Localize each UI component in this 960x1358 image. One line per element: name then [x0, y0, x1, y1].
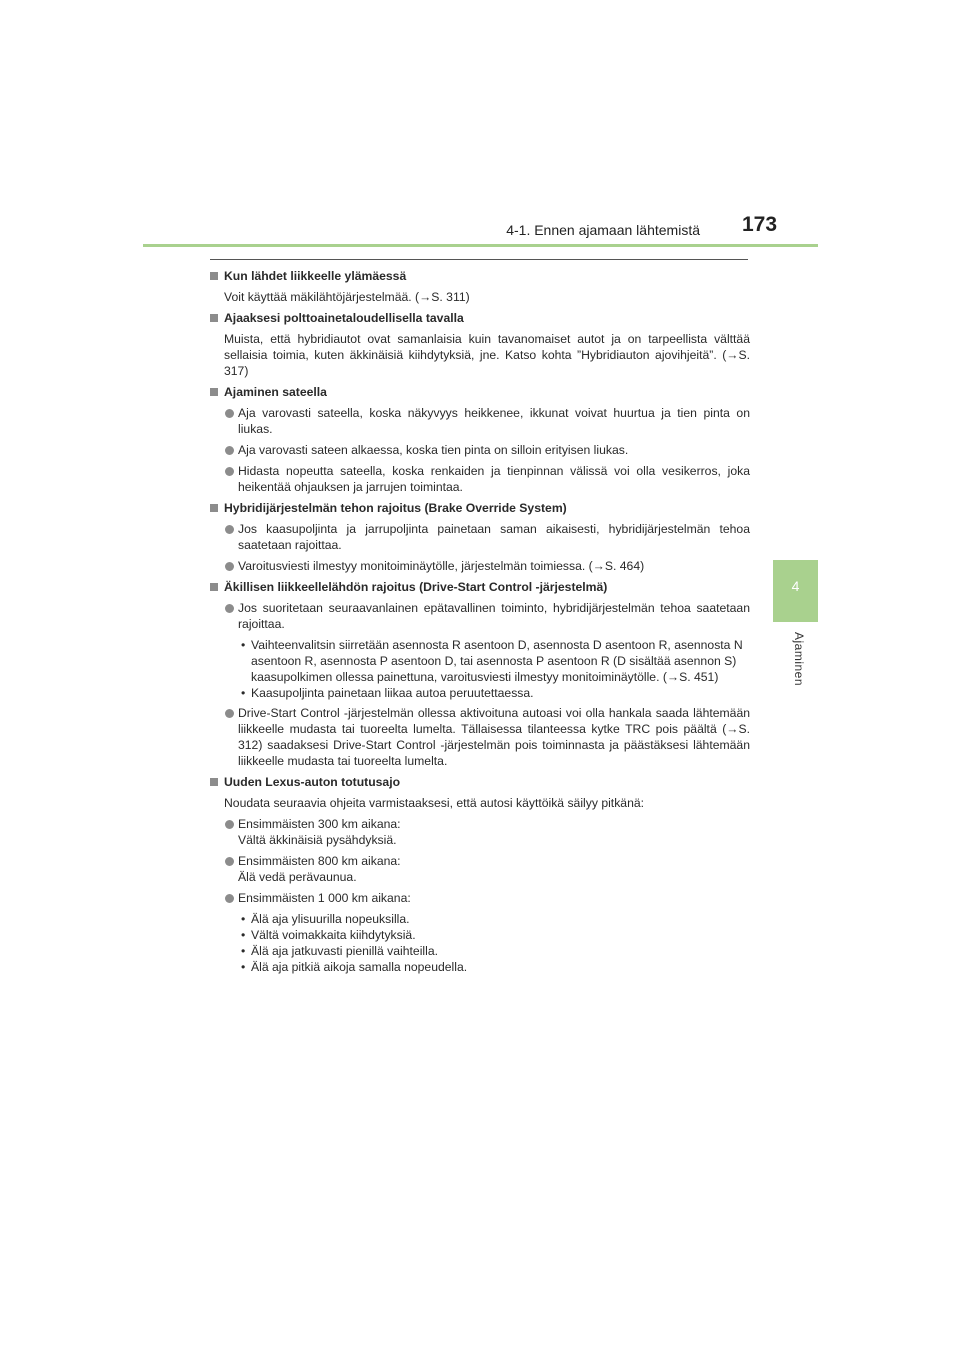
round-bullet-icon: [225, 894, 234, 903]
section-title: 4-1. Ennen ajamaan lähtemistä: [506, 222, 700, 238]
round-bullet-icon: [225, 525, 234, 534]
section-break-in: [210, 774, 750, 975]
chapter-label: Ajaminen: [792, 632, 806, 687]
section-rain: [210, 384, 750, 495]
sub-list-item: • Kaasupoljinta painetaan liikaa autoa peruutettaessa.: [241, 686, 534, 700]
square-bullet-icon: [210, 778, 218, 786]
list-item: Hidasta nopeutta sateella, koska renkaiden ja tienpinnan välissä voi olla vesikerros, joka heikentää ohjauksen ja jarrujen toimintaa.: [210, 463, 750, 495]
list-item: Jos suoritetaan seuraavanlainen epätavallinen toiminto, hybridijärjestelmän tehoa saatetaan rajoittaa.: [210, 600, 750, 632]
content-divider: [210, 259, 748, 260]
chapter-tab: [773, 560, 818, 622]
square-bullet-icon: [210, 504, 218, 512]
section-heading: Uuden Lexus-auton totutusajo: [210, 774, 750, 790]
section-body: Muista, että hybridiautot ovat samanlaisia kuin tavanomaiset autot ja on tarpeellista välttää sellaisia toimia, kuten äkkinäisiä kiihdytyksiä, jne. Katso kohta ”Hybridiauton ajovihjeitä”. (→S. 317): [224, 332, 750, 378]
round-bullet-icon: [225, 604, 234, 613]
page-header: [0, 0, 960, 250]
round-bullet-icon: [225, 467, 234, 476]
square-bullet-icon: [210, 583, 218, 591]
section-heading: Hybridijärjestelmän tehon rajoitus (Brake Override System): [210, 500, 750, 516]
list-item: Varoitusviesti ilmestyy monitoiminäytölle, järjestelmän toimiessa. (→S. 464): [210, 558, 750, 574]
list-item: Aja varovasti sateella, koska näkyvyys heikkenee, ikkunat voivat huurtua ja tien pinta on liukas.: [210, 405, 750, 437]
header-divider: [143, 244, 818, 247]
sub-list-item: • Älä aja jatkuvasti pienillä vaihteilla.: [241, 944, 438, 958]
square-bullet-icon: [210, 314, 218, 322]
section-heading: Ajaaksesi polttoainetaloudellisella tavalla: [210, 310, 750, 326]
section-fuel-economy: [210, 310, 750, 379]
list-item: Jos kaasupoljinta ja jarrupoljinta painetaan saman aikaisesti, hybridijärjestelmän tehoa saatetaan rajoittaa.: [210, 521, 750, 553]
round-bullet-icon: [225, 562, 234, 571]
list-item: Drive-Start Control -järjestelmän ollessa aktivoituna autoasi voi olla hankala saada lähtemään liikkeelle mudasta tai tuoreelta lumelta. Tällaisessa tilanteessa kytke TRC pois päältä (→S. 312) saadaksesi Drive-Start Control -järjestelmän pois toiminnasta ja päästäksesi lähtemään liikkeelle mudasta tai tuoreelta lumelta.: [210, 705, 750, 769]
sub-list: [210, 911, 750, 975]
sub-list-item: • Vaihteenvalitsin siirretään asennosta R asentoon D, asennosta D asentoon R, asennosta N asentoon R, asennosta P asentoon D, tai asennosta P asentoon R (D sisältää asennon S) kaasupolkimen ollessa painettuna, varoitusviesti ilmestyy monitoiminäytölle. (→S. 451): [241, 638, 743, 684]
section-heading: Kun lähdet liikkeelle ylämäessä: [210, 268, 750, 284]
round-bullet-icon: [225, 446, 234, 455]
round-bullet-icon: [225, 857, 234, 866]
round-bullet-icon: [225, 820, 234, 829]
sub-list-item: • Älä aja pitkiä aikoja samalla nopeudella.: [241, 960, 468, 974]
round-bullet-icon: [225, 709, 234, 718]
sub-list-item: • Älä aja ylisuurilla nopeuksilla.: [241, 912, 410, 926]
section-heading: Äkillisen liikkeellelähdön rajoitus (Drive-Start Control -järjestelmä): [210, 579, 750, 595]
square-bullet-icon: [210, 388, 218, 396]
list-item: Ensimmäisten 300 km aikana: Vältä äkkinäisiä pysähdyksiä.: [210, 816, 750, 848]
section-heading: Ajaminen sateella: [210, 384, 750, 400]
section-drive-start-control: [210, 579, 750, 769]
section-hill-start: [210, 268, 750, 305]
section-body: Noudata seuraavia ohjeita varmistaaksesi, että autosi käyttöikä säilyy pitkänä:: [224, 796, 645, 810]
sub-list: [210, 637, 750, 701]
list-item: Aja varovasti sateen alkaessa, koska tien pinta on silloin erityisen liukas.: [210, 442, 750, 458]
page-content: [210, 268, 750, 979]
page-number: 173: [742, 213, 778, 236]
section-body: Voit käyttää mäkilähtöjärjestelmää. (→S. 311): [224, 290, 470, 304]
sub-list-item: • Vältä voimakkaita kiihdytyksiä.: [241, 928, 416, 942]
list-item: Ensimmäisten 800 km aikana: Älä vedä perävaunua.: [210, 853, 750, 885]
round-bullet-icon: [225, 409, 234, 418]
chapter-number: 4: [791, 578, 800, 594]
square-bullet-icon: [210, 272, 218, 280]
section-brake-override: [210, 500, 750, 574]
list-item: Ensimmäisten 1 000 km aikana:: [210, 890, 750, 906]
